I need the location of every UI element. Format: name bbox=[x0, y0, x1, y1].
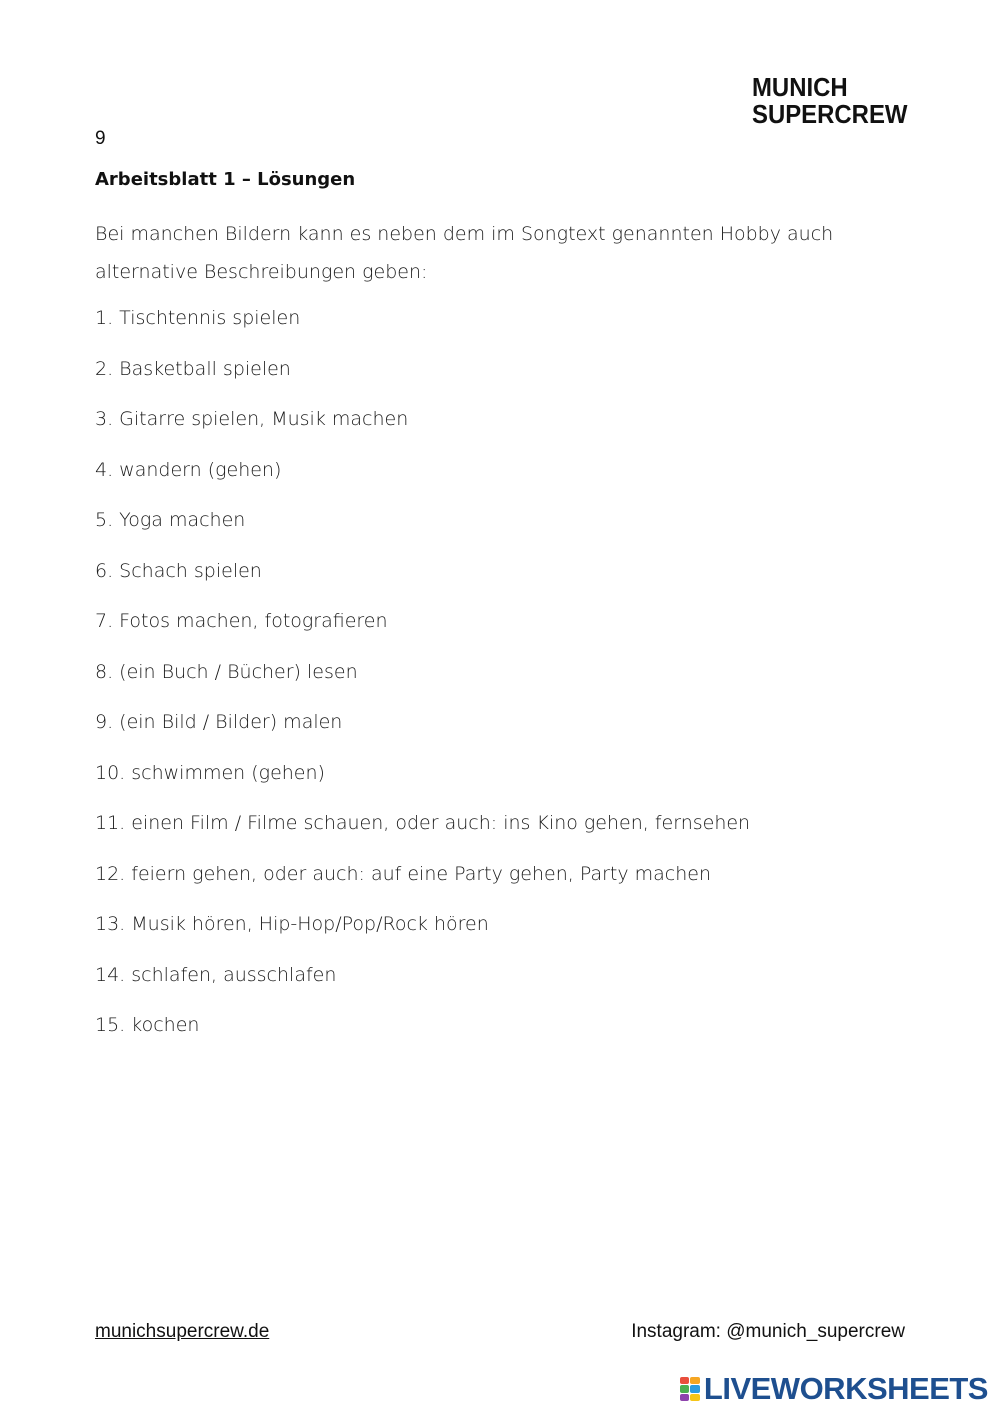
icon-block bbox=[680, 1385, 690, 1392]
worksheet-title: Arbeitsblatt 1 – Lösungen bbox=[95, 169, 356, 190]
answer-item: 12. feiern gehen, oder auch: auf eine Party gehen, Party machen bbox=[95, 862, 711, 885]
answer-list bbox=[95, 305, 750, 1063]
answer-item: 6. Schach spielen bbox=[95, 559, 262, 582]
answer-item: 13. Musik hören, Hip-Hop/Pop/Rock hören bbox=[95, 913, 489, 935]
answer-item: 10. schwimmen (gehen) bbox=[95, 761, 325, 784]
answer-item: 11. einen Film / Filme schauen, oder auch: ins Kino gehen, fernsehen bbox=[95, 812, 751, 834]
answer-item: 1. Tischtennis spielen bbox=[95, 307, 301, 329]
website-link[interactable]: munichsupercrew.de bbox=[95, 1321, 270, 1342]
liveworksheets-logo-icon bbox=[680, 1377, 700, 1401]
icon-block bbox=[680, 1394, 690, 1401]
answer-item: 7. Fotos machen, fotografieren bbox=[95, 610, 388, 632]
icon-block bbox=[690, 1394, 700, 1401]
icon-block bbox=[690, 1385, 700, 1392]
logo-line-2: SUPERCREW bbox=[752, 99, 908, 129]
intro-paragraph: Bei manchen Bildern kann es neben dem im Songtext genannten Hobby auch alternative Beschreibungen geben: bbox=[95, 223, 834, 283]
answer-item: 5. Yoga machen bbox=[95, 509, 246, 531]
page-number: 9 bbox=[95, 128, 106, 149]
answer-item: 8. (ein Buch / Bücher) lesen bbox=[95, 660, 358, 683]
answer-item: 4. wandern (gehen) bbox=[95, 458, 282, 481]
answer-item: 3. Gitarre spielen, Musik machen bbox=[95, 408, 409, 430]
logo-line-1: MUNICH bbox=[752, 72, 848, 102]
munich-supercrew-logo bbox=[752, 74, 907, 128]
answer-item: 2. Basketball spielen bbox=[95, 357, 291, 380]
icon-block bbox=[690, 1377, 700, 1384]
instagram-handle: Instagram: @munich_supercrew bbox=[631, 1321, 905, 1342]
answer-item: 14. schlafen, ausschlafen bbox=[95, 963, 337, 986]
liveworksheets-watermark[interactable] bbox=[680, 1372, 988, 1406]
answer-item: 15. kochen bbox=[95, 1014, 200, 1036]
answer-item: 9. (ein Bild / Bilder) malen bbox=[95, 711, 343, 733]
icon-block bbox=[680, 1377, 690, 1384]
liveworksheets-text: LIVEWORKSHEETS bbox=[703, 1371, 988, 1406]
